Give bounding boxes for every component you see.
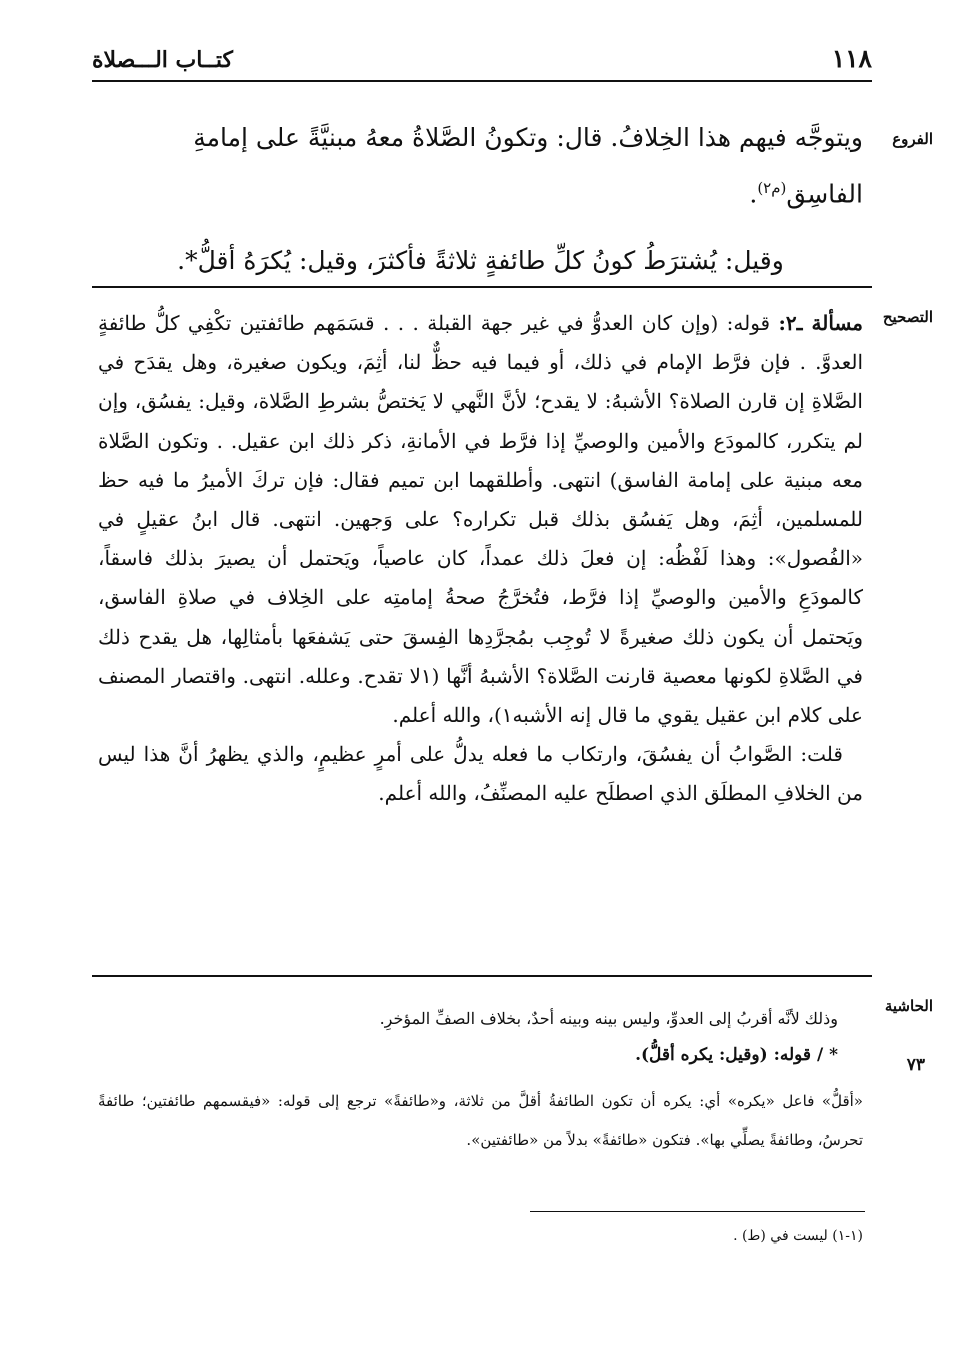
furu-divider xyxy=(92,286,872,288)
header-rule xyxy=(92,80,872,82)
tashih-label: التصحيح xyxy=(882,308,933,326)
tashih-paragraph-1-text: قوله: (وإن كان العدوُّ في غير جهة القبلة . . . قسَمَهم طائفتين تكْفِي كلُّ طائفةٍ العدوَّ. . فإن فرَّط الإمام في ذلك، أو فيما فيه حظٌّ لنا، أثِمَ، ويكون صغيرة، وهل يقدَح في الصَّلاةِ إن قارن الصلاة؟ الأشبهُ: لا يقدح؛ لأنَّ النَّهي لا يَختصُّ بشرطِ الصَّلاة، وقيل: يفسُق، وإن لم يتكرر، كالمودَع والأمين والوصيِّ إذا فرَّط في الأمانةِ، ذكر ذلك ابن عقيل. . وتكون الصَّلاة معه مبنية على إمامة الفاسق) انتهى. وأطلقهما ابن تميم فقال: فإن تركَ الأميرُ ما فيه حظ للمسلمين، أثِمَ، وهل يَفسُق بذلك قبل تكراره؟ على وَجهين. انتهى. قال ابنُ عقيلٍ في «الفُصول»: وهذا لَفْظُه: إن فعلَ ذلك عمداً، كان عاصياً، ويَحتمل أن يصيرَ بذلك فاسقاً، كالمودَعِ والأمين والوصيِّ إذا فرَّط، فتُخرَّجُ صحةُ إمامتِه على الخِلاف في صلاةِ الفاسق، ويَحتمل أن يكون ذلك صغيرةً لا تُوجِب بمُجرَّدِها الفِسقَ حتى يَشفعَها بأمثالِها، هل يقدح ذلك في الصَّلاةِ لكونها معصية قارنت الصَّلاة؟ الأشبهُ أنَّها (١لا تقدح. وعلله. انتهى. واقتصار المصنف على كلام ابن عقيل يقوي ما قال إنه الأشبه١)، والله أعلم. xyxy=(98,311,863,728)
furu-line-2-text: الفاسِق xyxy=(786,179,863,209)
footnote: (١-١) ليست في (ط) . xyxy=(733,1228,863,1244)
hashiya-line-1: وذلك لأنَّه أقربُ إلى العدوِّ، وليس بينه وبينه أحدٌ، بخلاف الصفِّ المؤخرِ. xyxy=(379,1009,838,1028)
furu-section xyxy=(98,112,863,286)
tashih-section xyxy=(98,304,863,814)
furu-label: الفروع xyxy=(892,130,933,148)
tashih-paragraph-2: قلت: الصَّوابُ أن يفسُقَ، وارتكاب ما فعله يدلُّ على أمرٍ عظيمٍ، والذي يظهرُ أنَّ هذا ليس من الخلافِ المطلَق الذي اصطلَح عليه المصنِّفُ، والله أعلم. xyxy=(98,742,863,806)
furu-line-3: وقيل: يُشترَطُ كونُ كلِّ طائفةٍ ثلاثةً فأكثرَ، وقيل: يُكرَهُ أقلُّ*. xyxy=(177,246,784,276)
page-header xyxy=(92,45,872,73)
furu-reference-mark: (م٢) xyxy=(757,179,787,197)
hashiya-entry-head: * / قوله: (وقيل: يكره أقلُّ). xyxy=(635,1045,838,1065)
furu-line-2-end: . xyxy=(749,179,758,209)
hashiya-entry-body: «أقلُّ» فاعل «يكره» أي: يكره أن تكون الطائفةُ أقلَّ من ثلاثة، و«طائفةً» ترجع إلى قوله: «فيقسمهم طائفتين؛ طائفةً تحرسُ، وطائفةً يصلِّي بها». فتكون «طائفةً» بدلاً من «طائفتين». xyxy=(98,1092,863,1149)
page-number: ١١٨ xyxy=(831,44,872,73)
tashih-divider xyxy=(92,975,872,977)
hashiya-section xyxy=(98,1004,863,1160)
hashiya-label: الحاشية xyxy=(884,997,933,1015)
footnote-rule xyxy=(530,1211,865,1212)
furu-line-2 xyxy=(98,163,863,219)
tashih-paragraph-1 xyxy=(98,304,863,735)
hashiya-entry-number: ٧٣ xyxy=(906,1055,925,1075)
furu-line-1: ويتوجَّه فيهم هذا الخِلافُ. قال: وتكونُ الصَّلاةُ معهُ مبنيَّةً على إمامةِ xyxy=(193,123,863,152)
running-title: كتــاب الـــصلاة xyxy=(92,47,233,73)
masala-heading: مسألة ـ٢: xyxy=(778,311,863,335)
